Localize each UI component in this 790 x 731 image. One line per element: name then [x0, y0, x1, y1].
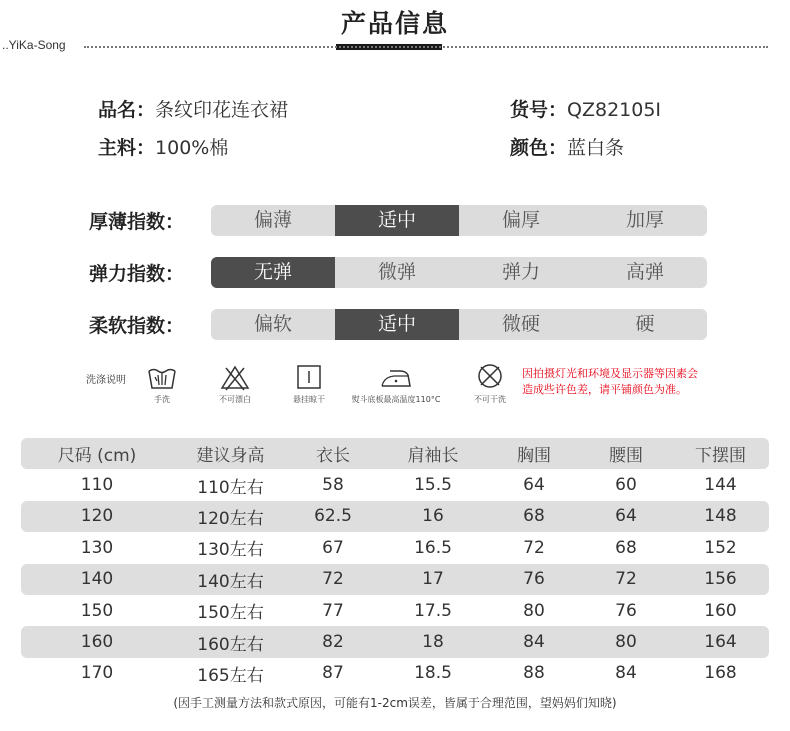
table-cell: 130 [80, 537, 114, 558]
table-cell: 58 [322, 475, 344, 496]
table-cell: 80 [615, 632, 637, 653]
elasticity-index-label: 弹力指数： [89, 263, 185, 285]
table-cell: 170 [80, 663, 114, 684]
table-cell: 17 [422, 569, 444, 590]
table-cell: 18 [422, 632, 444, 653]
no-bleach-icon [218, 363, 252, 391]
softness-index-label: 柔软指数： [89, 315, 185, 337]
table-row [21, 595, 769, 626]
thickness-index-bar [211, 205, 707, 236]
table-cell: 60 [615, 475, 637, 496]
header-cell: 胸围 [517, 446, 551, 467]
header-cell: 下摆围 [695, 446, 746, 467]
care-caption: 不可漂白 [219, 395, 251, 404]
table-cell: 68 [523, 506, 545, 527]
thickness-option: 加厚 [625, 209, 664, 231]
elasticity-option: 弹力 [501, 261, 540, 283]
product-color-label: 颜色： [510, 137, 568, 159]
table-row [21, 564, 769, 595]
product-material-label: 主料： [98, 137, 156, 159]
table-cell: 160左右 [197, 634, 264, 655]
thickness-option: 偏厚 [501, 209, 540, 231]
table-cell: 164 [704, 632, 737, 653]
size-table [21, 438, 769, 689]
measurement-footnote: (因手工测量方法和款式原因，可能有1-2cm误差，皆属于合理范围，望妈妈们知晓) [173, 696, 617, 710]
table-row [21, 532, 769, 563]
product-name-label: 品名： [98, 99, 156, 121]
product-sku-value: QZ82105I [567, 99, 662, 121]
table-cell: 72 [523, 537, 545, 558]
care-item-no-dry-clean [465, 363, 515, 405]
table-row [21, 469, 769, 500]
softness-option: 适中 [335, 309, 459, 340]
care-item-hand-wash [140, 363, 184, 405]
table-cell: 130左右 [197, 540, 264, 561]
care-item-hang-dry [284, 363, 334, 405]
care-item-no-bleach [210, 363, 260, 405]
table-cell: 80 [523, 600, 545, 621]
thickness-option: 适中 [335, 205, 459, 236]
dotted-divider [84, 46, 768, 48]
table-cell: 120 [80, 506, 114, 527]
size-table-header [21, 438, 769, 469]
table-cell: 84 [523, 632, 545, 653]
product-name [98, 95, 288, 122]
hand-wash-icon [145, 363, 179, 391]
product-sku [510, 95, 661, 122]
header-cell: 衣长 [316, 446, 350, 467]
table-cell: 156 [704, 569, 737, 590]
table-cell: 150左右 [197, 603, 264, 624]
header-cell: 肩袖长 [407, 446, 459, 467]
product-name-value: 条纹印花连衣裙 [155, 99, 289, 121]
care-caption: 悬挂晾干 [293, 395, 325, 404]
table-cell: 64 [615, 506, 637, 527]
table-cell: 165左右 [197, 665, 264, 686]
softness-index-bar [211, 309, 707, 340]
care-caption: 熨斗底板最高温度110°C [351, 395, 441, 404]
table-cell: 144 [704, 475, 737, 496]
table-cell: 148 [704, 506, 737, 527]
table-cell: 17.5 [414, 600, 452, 621]
elasticity-option: 无弹 [211, 257, 335, 288]
table-cell: 68 [615, 537, 637, 558]
care-caption: 手洗 [154, 395, 170, 404]
color-notice [522, 366, 742, 398]
product-color [510, 133, 624, 160]
table-cell: 16.5 [414, 537, 452, 558]
table-cell: 76 [615, 600, 637, 621]
table-row [21, 658, 769, 689]
table-cell: 16 [422, 506, 444, 527]
table-cell: 120左右 [197, 508, 264, 529]
table-cell: 18.5 [414, 663, 452, 684]
table-cell: 87 [322, 663, 344, 684]
care-title: 洗涤说明 [86, 375, 126, 386]
no-tumble-dry-icon [473, 363, 507, 391]
elasticity-option: 高弹 [625, 261, 664, 283]
thickness-index-label: 厚薄指数： [89, 211, 185, 233]
table-cell: 82 [322, 632, 344, 653]
table-cell: 77 [322, 600, 344, 621]
table-cell: 110 [80, 475, 114, 496]
color-notice-line: 因拍摄灯光和环境及显示器等因素会 [522, 367, 698, 380]
table-row [21, 501, 769, 532]
table-cell: 88 [523, 663, 545, 684]
iron-icon [376, 363, 416, 391]
table-cell: 64 [523, 475, 545, 496]
brand-watermark: ..YiKa-Song [2, 38, 66, 52]
header-cell: 腰围 [609, 446, 643, 467]
care-item-iron [342, 363, 450, 405]
table-cell: 168 [704, 663, 737, 684]
table-cell: 72 [322, 569, 344, 590]
softness-option: 微硬 [501, 313, 540, 335]
table-cell: 84 [615, 663, 637, 684]
table-cell: 67 [322, 537, 344, 558]
table-cell: 140左右 [197, 571, 264, 592]
elasticity-option: 微弹 [377, 261, 416, 283]
hang-dry-icon [292, 363, 326, 391]
product-material [98, 133, 228, 160]
table-cell: 160 [704, 600, 737, 621]
table-row [21, 626, 769, 657]
softness-option: 偏软 [253, 313, 292, 335]
product-material-value: 100%棉 [155, 137, 229, 159]
page-title: 产品信息 [340, 9, 449, 38]
table-cell: 152 [704, 537, 737, 558]
table-cell: 150 [80, 600, 114, 621]
product-sku-label: 货号： [510, 99, 568, 121]
table-cell: 72 [615, 569, 637, 590]
header-cell: 建议身高 [196, 446, 265, 467]
table-cell: 160 [80, 632, 114, 653]
table-cell: 76 [523, 569, 545, 590]
table-cell: 15.5 [414, 475, 452, 496]
color-notice-line: 造成些许色差，请平铺颜色为准。 [522, 383, 687, 396]
header-cell: 尺码 (cm) [57, 446, 137, 467]
softness-option: 硬 [635, 313, 655, 335]
product-color-value: 蓝白条 [567, 137, 625, 159]
table-cell: 110左右 [197, 477, 264, 498]
elasticity-index-bar [211, 257, 707, 288]
thickness-option: 偏薄 [253, 209, 292, 231]
care-caption: 不可干洗 [474, 395, 506, 404]
table-cell: 62.5 [314, 506, 352, 527]
table-cell: 140 [80, 569, 114, 590]
